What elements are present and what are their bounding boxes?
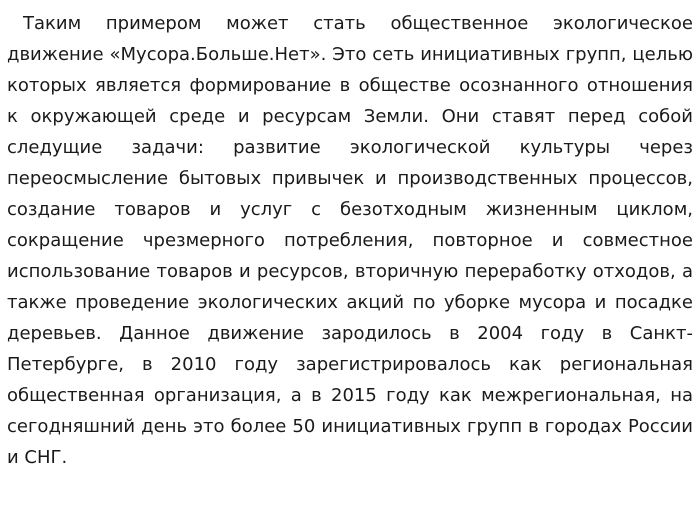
body-paragraph: Таким примером может стать общественное экологическое движение «Мусора.Больше.Нет». Это сеть инициативных групп, целью которых является формирование в обществе осознанного отношения к окружающей среде и ресурсам Земли. Они ставят перед собой следущие задачи: развитие экологической культуры через переосмысление бытовых привычек и производственных процессов, создание товаров и услуг с безотходным жизненным циклом, сокращение чрезмерного потребления, повторное и совместное использование товаров и ресурсов, вторичную переработку отходов, а также проведение экологических акций по уборке мусора и посадке деревьев. Данное движение зародилось в 2004 году в Санкт-Петербурге, в 2010 году зарегистрировалось как региональная общественная организация, а в 2015 году как межрегиональная, на сегодняшний день это более 50 инициативных групп в городах России и СНГ. bbox=[7, 13, 693, 468]
